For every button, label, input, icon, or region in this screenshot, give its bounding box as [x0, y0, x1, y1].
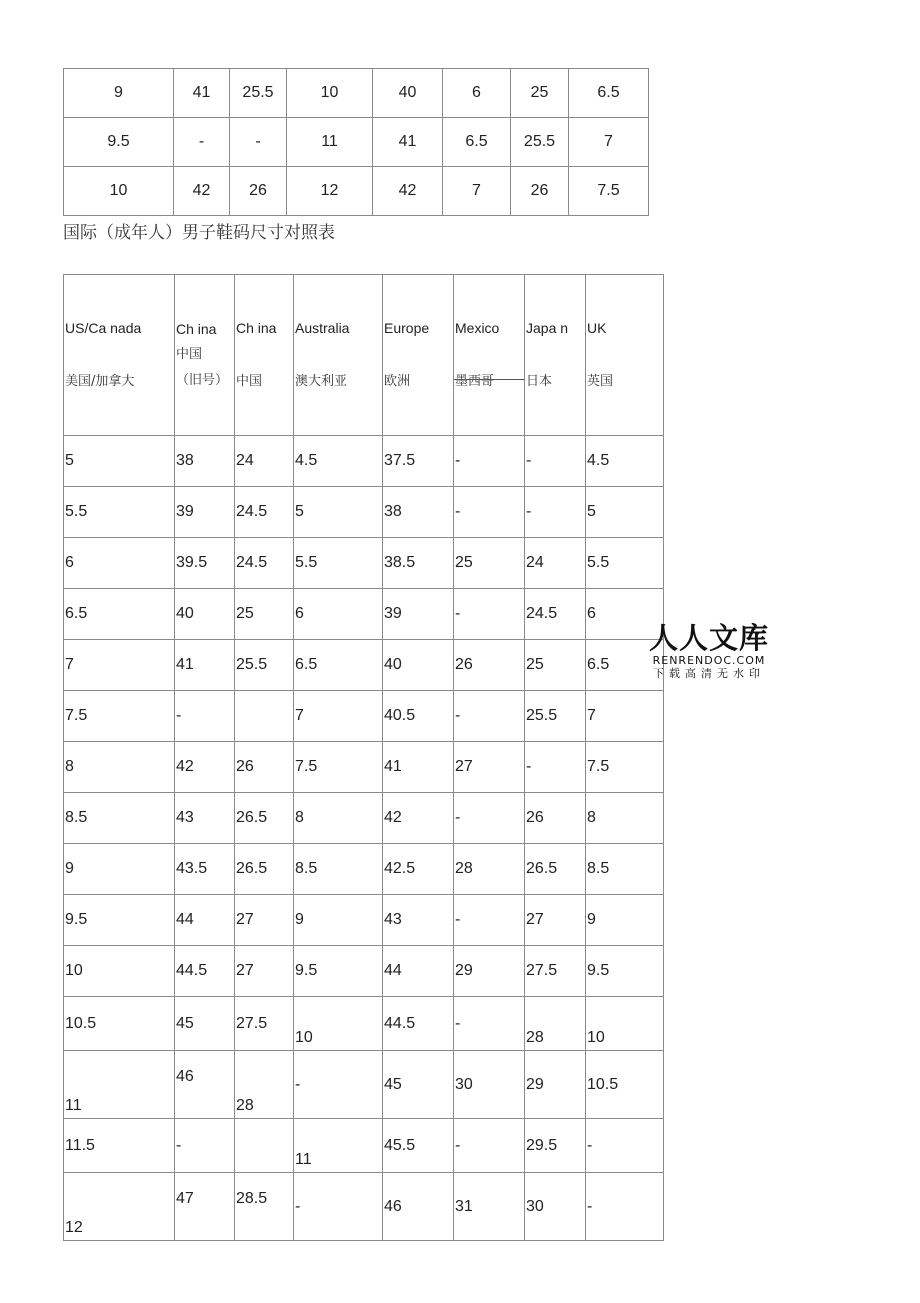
header-australia-en: Australia [295, 320, 350, 336]
table-cell: 26 [511, 167, 569, 216]
table-cell: 31 [454, 1173, 525, 1241]
table-cell: 6 [294, 589, 383, 640]
main-table-body [64, 275, 664, 1241]
table-cell: - [454, 691, 525, 742]
table-cell: 7.5 [294, 742, 383, 793]
header-china-old [175, 275, 235, 436]
table-cell: - [454, 436, 525, 487]
table-row [64, 1173, 664, 1241]
table-cell: - [175, 691, 235, 742]
table-cell: 24.5 [235, 487, 294, 538]
top-table-row [64, 69, 649, 118]
table-cell: 29.5 [525, 1119, 586, 1173]
table-cell: 26.5 [235, 793, 294, 844]
table-cell: - [525, 436, 586, 487]
table-cell: 9.5 [64, 895, 175, 946]
table-cell: 8 [294, 793, 383, 844]
table-cell: 11 [294, 1119, 383, 1173]
table-cell: 7 [569, 118, 649, 167]
table-row [64, 997, 664, 1051]
table-cell: 43 [383, 895, 454, 946]
table-cell: 6.5 [443, 118, 511, 167]
table-cell: 25.5 [235, 640, 294, 691]
table-cell: 28 [525, 997, 586, 1051]
table-cell: 30 [525, 1173, 586, 1241]
table-cell: 26 [525, 793, 586, 844]
table-cell: 45 [383, 1051, 454, 1119]
header-china-en: Ch ina [236, 320, 277, 336]
header-europe-zh: 欧洲 [384, 374, 411, 389]
table-cell: 45 [175, 997, 235, 1051]
table-cell: 9.5 [294, 946, 383, 997]
table-cell: - [454, 1119, 525, 1173]
table-cell: 42 [383, 793, 454, 844]
header-japan [525, 275, 586, 436]
table-cell: 25 [525, 640, 586, 691]
table-cell: 5 [294, 487, 383, 538]
table-cell: 4.5 [294, 436, 383, 487]
top-size-table [63, 68, 649, 216]
table-cell: 41 [373, 118, 443, 167]
table-cell: 4.5 [586, 436, 664, 487]
table-cell: - [174, 118, 230, 167]
table-cell: 7.5 [64, 691, 175, 742]
table-cell: 9 [586, 895, 664, 946]
table-row [64, 1051, 664, 1119]
table-cell: 41 [175, 640, 235, 691]
table-cell: 25 [454, 538, 525, 589]
table-cell: 6.5 [294, 640, 383, 691]
table-cell: 7 [294, 691, 383, 742]
watermark-title: 人人文库 [648, 621, 769, 655]
table-cell: 25 [511, 69, 569, 118]
table-cell: 40 [373, 69, 443, 118]
table-cell: - [230, 118, 287, 167]
table-cell: 28.5 [235, 1173, 294, 1241]
watermark-site: RENRENDOC.COM [652, 654, 766, 667]
table-cell: 6.5 [569, 69, 649, 118]
table-cell: 9 [64, 69, 174, 118]
table-row [64, 691, 664, 742]
table-cell: 39.5 [175, 538, 235, 589]
table-cell: 46 [175, 1051, 235, 1119]
table-cell: 44 [383, 946, 454, 997]
table-cell: 42 [373, 167, 443, 216]
table-cell: 9.5 [64, 118, 174, 167]
table-cell: - [586, 1119, 664, 1173]
header-china-zh: 中国 [236, 374, 263, 389]
table-cell: 45.5 [383, 1119, 454, 1173]
header-us-canada-zh: 美国/加拿大 [65, 374, 135, 389]
table-cell: 9.5 [586, 946, 664, 997]
table-cell: 26.5 [235, 844, 294, 895]
table-cell: 47 [175, 1173, 235, 1241]
table-cell: 40 [175, 589, 235, 640]
table-cell: 8.5 [294, 844, 383, 895]
table-cell: - [294, 1173, 383, 1241]
header-mexico-en: Mexico [455, 320, 500, 336]
table-cell: 11 [287, 118, 373, 167]
table-cell: 28 [454, 844, 525, 895]
table-cell: 25.5 [230, 69, 287, 118]
table-cell: 41 [174, 69, 230, 118]
table-cell: 11 [64, 1051, 175, 1119]
table-cell: 8.5 [586, 844, 664, 895]
table-cell: 5.5 [294, 538, 383, 589]
table-cell: - [454, 793, 525, 844]
table-cell: 38.5 [383, 538, 454, 589]
mexico-header-underline [454, 379, 524, 380]
header-australia-zh: 澳大利亚 [295, 374, 348, 389]
table-cell: 24 [525, 538, 586, 589]
table-cell: 11.5 [64, 1119, 175, 1173]
table-cell: 7.5 [569, 167, 649, 216]
table-cell: 8.5 [64, 793, 175, 844]
table-cell: - [586, 1173, 664, 1241]
table-cell: 25 [235, 589, 294, 640]
table-cell: 41 [383, 742, 454, 793]
table-row [64, 946, 664, 997]
top-table-row [64, 118, 649, 167]
table-cell: 10 [294, 997, 383, 1051]
header-japan-zh: 日本 [526, 374, 553, 389]
table-cell: 7.5 [586, 742, 664, 793]
watermark-tagline: 下载高清无水印 [653, 667, 765, 680]
table-cell: 6.5 [64, 589, 175, 640]
table-cell: 40.5 [383, 691, 454, 742]
table-cell: - [454, 487, 525, 538]
table-cell: 6.5 [586, 640, 664, 691]
table-cell: 25.5 [525, 691, 586, 742]
top-table-body [64, 69, 649, 216]
table-cell: 38 [175, 436, 235, 487]
table-cell: 26 [230, 167, 287, 216]
table-cell: 42.5 [383, 844, 454, 895]
header-china-old-note: （旧号） [176, 373, 229, 388]
table-cell: 7 [64, 640, 175, 691]
table-cell: 42 [175, 742, 235, 793]
table-row [64, 844, 664, 895]
table-cell: 43.5 [175, 844, 235, 895]
table-cell: 42 [174, 167, 230, 216]
table-cell: 24.5 [235, 538, 294, 589]
table-cell: 39 [175, 487, 235, 538]
table-cell: 24 [235, 436, 294, 487]
watermark-logo [646, 622, 772, 680]
table-cell [235, 1119, 294, 1173]
header-uk-en: UK [587, 320, 607, 336]
table-cell: 26 [235, 742, 294, 793]
table-cell: 7 [443, 167, 511, 216]
table-cell: 46 [383, 1173, 454, 1241]
header-europe [383, 275, 454, 436]
mens-shoe-size-table [63, 274, 664, 1241]
table-cell: 27 [454, 742, 525, 793]
table-cell: 7 [586, 691, 664, 742]
table-cell: - [454, 997, 525, 1051]
table-cell: 44.5 [383, 997, 454, 1051]
table-cell: 12 [287, 167, 373, 216]
table-cell: 9 [64, 844, 175, 895]
table-cell: 25.5 [511, 118, 569, 167]
table-row [64, 895, 664, 946]
table-row [64, 793, 664, 844]
header-australia [294, 275, 383, 436]
table-row [64, 436, 664, 487]
table-cell: 40 [383, 640, 454, 691]
table-cell: 10 [586, 997, 664, 1051]
table-cell: 24.5 [525, 589, 586, 640]
table-cell: 28 [235, 1051, 294, 1119]
header-row [64, 275, 664, 436]
table-cell: 38 [383, 487, 454, 538]
table-cell: 27.5 [235, 997, 294, 1051]
table-cell: 37.5 [383, 436, 454, 487]
top-table-row [64, 167, 649, 216]
header-uk [586, 275, 664, 436]
header-mexico [454, 275, 525, 436]
header-china-old-zh: 中国 [176, 347, 203, 362]
table-cell: 29 [525, 1051, 586, 1119]
table-cell: - [525, 487, 586, 538]
table-cell: 26.5 [525, 844, 586, 895]
table-cell: 9 [294, 895, 383, 946]
table-caption: 国际（成年人）男子鞋码尺寸对照表 [63, 223, 335, 243]
table-cell: 5.5 [586, 538, 664, 589]
table-cell: - [294, 1051, 383, 1119]
header-china-old-en: Ch ina [176, 321, 217, 337]
table-row [64, 538, 664, 589]
table-cell: - [525, 742, 586, 793]
table-cell: 6 [586, 589, 664, 640]
table-cell: 10.5 [64, 997, 175, 1051]
header-uk-zh: 英国 [587, 374, 614, 389]
table-cell: - [454, 589, 525, 640]
table-row [64, 589, 664, 640]
table-row [64, 1119, 664, 1173]
table-row [64, 640, 664, 691]
table-cell: 27 [525, 895, 586, 946]
table-cell: 44.5 [175, 946, 235, 997]
table-cell: 27.5 [525, 946, 586, 997]
table-cell: 10.5 [586, 1051, 664, 1119]
table-cell: 8 [586, 793, 664, 844]
table-cell: 8 [64, 742, 175, 793]
table-cell: 5 [64, 436, 175, 487]
table-cell: - [175, 1119, 235, 1173]
table-row [64, 487, 664, 538]
header-china [235, 275, 294, 436]
table-cell: 27 [235, 946, 294, 997]
header-us-canada [64, 275, 175, 436]
table-cell: 12 [64, 1173, 175, 1241]
header-mexico-zh: 墨西哥 [455, 374, 495, 389]
header-europe-en: Europe [384, 320, 430, 336]
table-cell: - [454, 895, 525, 946]
table-cell: 5.5 [64, 487, 175, 538]
table-row [64, 742, 664, 793]
header-us-canada-en: US/Ca nada [65, 320, 142, 336]
table-cell: 6 [64, 538, 175, 589]
table-cell: 39 [383, 589, 454, 640]
table-cell: 10 [64, 946, 175, 997]
table-cell: 44 [175, 895, 235, 946]
table-cell: 43 [175, 793, 235, 844]
table-cell: 10 [64, 167, 174, 216]
table-cell: 29 [454, 946, 525, 997]
table-cell: 26 [454, 640, 525, 691]
table-cell: 10 [287, 69, 373, 118]
table-cell: 30 [454, 1051, 525, 1119]
table-cell: 5 [586, 487, 664, 538]
table-cell: 6 [443, 69, 511, 118]
header-japan-en: Japa n [526, 320, 569, 336]
table-cell [235, 691, 294, 742]
table-cell: 27 [235, 895, 294, 946]
